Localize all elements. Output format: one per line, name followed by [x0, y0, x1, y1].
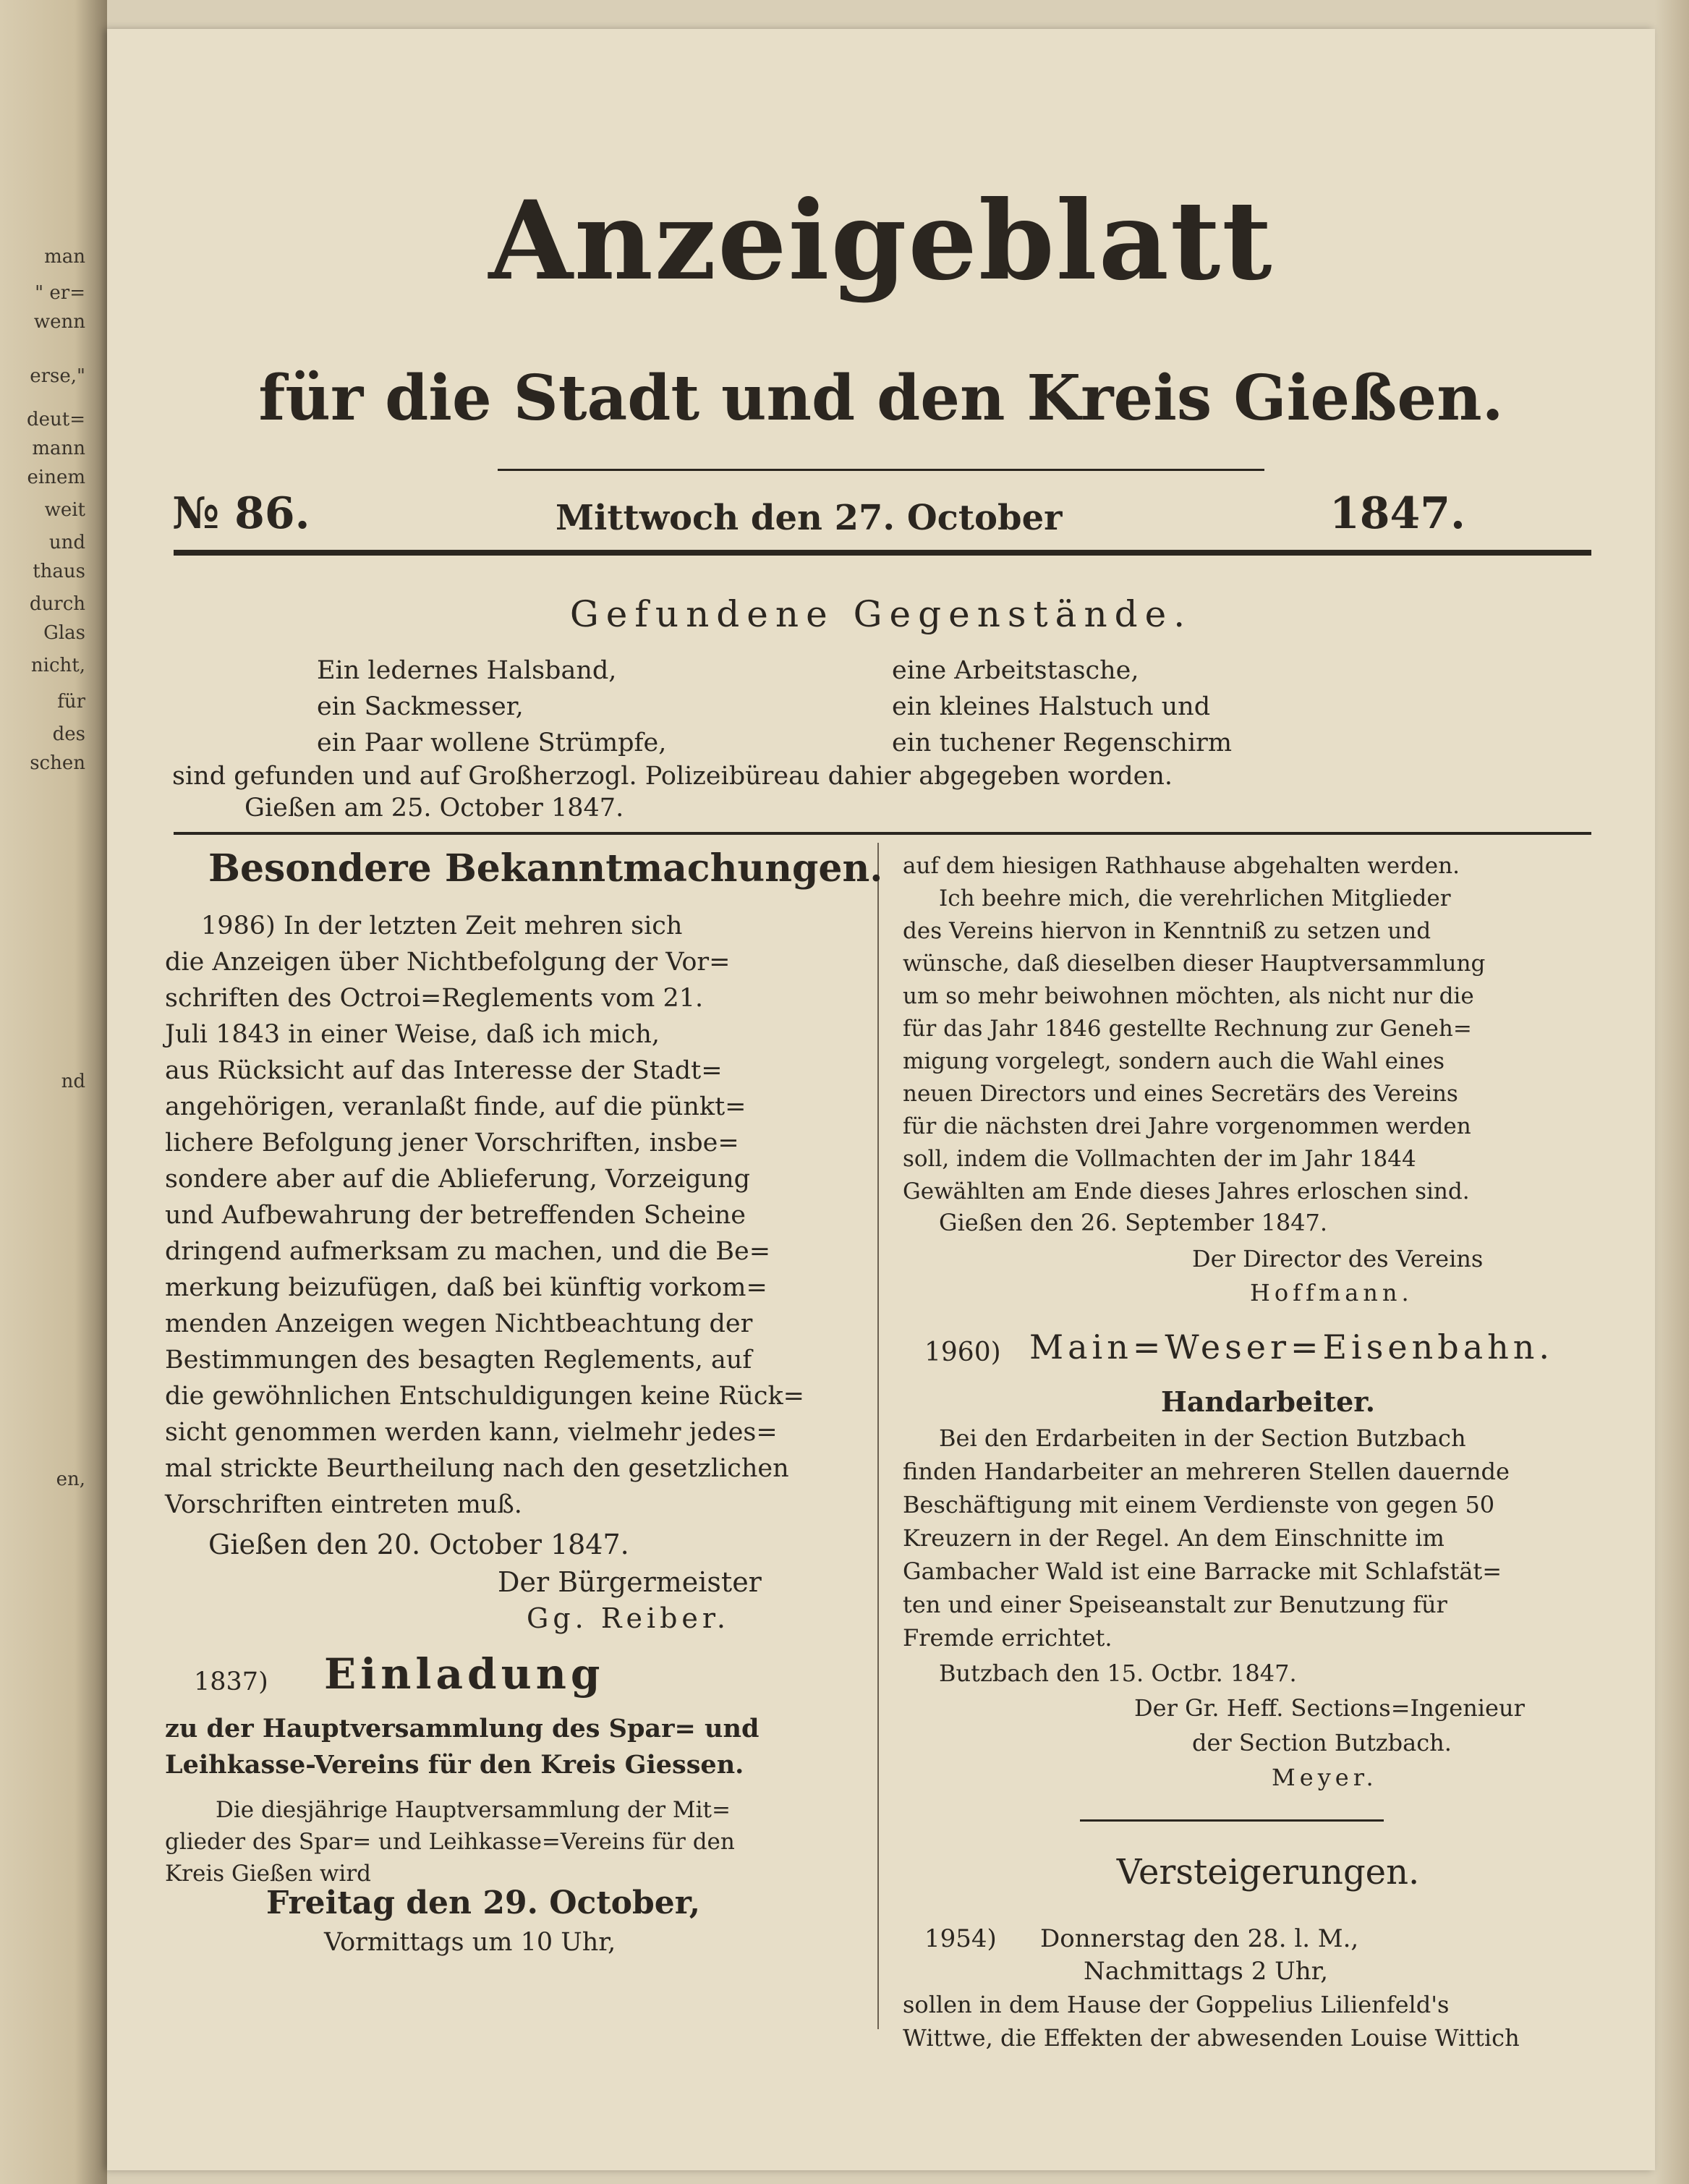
found-item: eine Arbeitstasche,: [892, 656, 1139, 685]
notice-line: ten und einer Speiseanstalt zur Benutzung für: [903, 1591, 1447, 1618]
found-item: ein Sackmesser,: [317, 692, 524, 721]
notice-line: glieder des Spar= und Leihkasse=Vereins für den: [165, 1829, 735, 1855]
found-items-heading: Gefundene Gegenstände.: [569, 593, 1193, 635]
masthead-title: Anzeigeblatt: [488, 177, 1274, 305]
notice-line: Beschäftigung mit einem Verdienste von gegen 50: [903, 1491, 1495, 1518]
column-divider: [877, 843, 879, 2029]
masthead-divider: [498, 469, 1264, 471]
notice-line: dringend aufmerksam zu machen, und die Be=: [165, 1237, 771, 1266]
notice-line: soll, indem die Vollmachten der im Jahr 1844: [903, 1146, 1416, 1172]
found-item: ein Paar wollene Strümpfe,: [317, 728, 667, 757]
adjacent-page-edge: [0, 0, 107, 2184]
gutter-word: und: [48, 532, 85, 553]
auction-text: [903, 1988, 1597, 2055]
notice-line: Bestimmungen des besagten Reglements, auf: [165, 1346, 752, 1374]
notice-line: finden Handarbeiter an mehreren Stellen dauernde: [903, 1458, 1510, 1485]
notice-1837-signer-title: Der Director des Vereins: [1192, 1245, 1484, 1272]
notice-line: Kreis Gießen wird: [165, 1861, 372, 1887]
notice-line: mal strickte Beurtheilung nach den gesetzlichen: [165, 1454, 789, 1483]
notice-1837-subtitle: Leihkasse-Vereins für den Kreis Giessen.: [165, 1750, 744, 1780]
gutter-word: man: [44, 246, 85, 268]
gutter-word: deut=: [26, 409, 85, 430]
found-item: ein tuchener Regenschirm: [892, 728, 1233, 757]
notice-1837-day: Freitag den 29. October,: [266, 1885, 701, 1921]
issue-year: 1847.: [1329, 488, 1465, 539]
section-rule: [174, 832, 1591, 835]
notice-line: die Anzeigen über Nichtbefolgung der Vor=: [165, 948, 731, 977]
notice-line: des Vereins hiervon in Kenntniß zu setzen und: [903, 918, 1431, 944]
gutter-word: en,: [56, 1469, 85, 1490]
gutter-word: mann: [32, 438, 85, 459]
gutter-word: nd: [61, 1071, 85, 1092]
notice-line: aus Rücksicht auf das Interesse der Stadt=: [165, 1056, 723, 1085]
notice-line: auf dem hiesigen Rathhause abgehalten werden.: [903, 853, 1460, 879]
gutter-word: nicht,: [30, 655, 85, 676]
issue-date: Mittwoch den 27. October: [556, 498, 1063, 538]
notice-1837-continuation: [903, 850, 1597, 1208]
notice-line: für die nächsten drei Jahre vorgenommen werden: [903, 1113, 1471, 1139]
notice-line: sicht genommen werden kann, vielmehr jedes=: [165, 1418, 778, 1447]
notice-1960-title: Main=Weser=Eisenbahn.: [1029, 1327, 1554, 1367]
notice-1837-date: Gießen den 26. September 1847.: [939, 1209, 1328, 1236]
notice-line: sondere aber auf die Ablieferung, Vorzeigung: [165, 1165, 751, 1194]
auction-number: 1954): [924, 1924, 997, 1953]
found-items-date: Gießen am 25. October 1847.: [244, 794, 624, 823]
auction-heading: Versteigerungen.: [1116, 1852, 1420, 1892]
notice-line: menden Anzeigen wegen Nichtbeachtung der: [165, 1309, 753, 1338]
notice-line: angehörigen, veranlaßt finde, auf die pünkt=: [165, 1092, 746, 1121]
notice-1960-text: [903, 1422, 1597, 1654]
notice-1960-signer-name: Meyer.: [1272, 1764, 1378, 1791]
auction-divider: [1080, 1819, 1384, 1822]
notice-line: lichere Befolgung jener Vorschriften, insbe=: [165, 1129, 739, 1157]
notice-1837-number: 1837): [194, 1667, 268, 1696]
notice-1960-subtitle: Handarbeiter.: [1160, 1385, 1376, 1418]
notice-1986: [165, 908, 859, 1523]
gutter-word: schen: [30, 752, 85, 774]
notice-1837-time: Vormittags um 10 Uhr,: [324, 1928, 616, 1957]
left-section-heading: Besondere Bekanntmachungen.: [208, 846, 883, 891]
gutter-word: erse,": [30, 365, 85, 387]
found-items-statement: sind gefunden und auf Großherzogl. Polizeibüreau dahier abgegeben worden.: [172, 762, 1173, 791]
masthead-subtitle: für die Stadt und den Kreis Gießen.: [258, 362, 1504, 435]
notice-line: 1986) In der letzten Zeit mehren sich: [201, 912, 683, 940]
notice-1986-signer-name: Gg. Reiber.: [527, 1602, 730, 1634]
notice-line: Kreuzern in der Regel. An dem Einschnitte im: [903, 1524, 1445, 1552]
gutter-word: des: [52, 723, 85, 745]
notice-line: neuen Directors und eines Secretärs des Vereins: [903, 1081, 1458, 1107]
notice-line: die gewöhnlichen Entschuldigungen keine Rück=: [165, 1382, 804, 1411]
notice-1837-title: Einladung: [324, 1649, 605, 1699]
notice-line: sollen in dem Hause der Goppelius Lilienfeld's: [903, 1991, 1450, 2018]
issue-number: № 86.: [172, 488, 310, 539]
notice-line: Vorschriften eintreten muß.: [165, 1490, 522, 1519]
notice-line: für das Jahr 1846 gestellte Rechnung zur Geneh=: [903, 1016, 1472, 1042]
gutter-word: einem: [27, 467, 85, 488]
notice-line: um so mehr beiwohnen möchten, als nicht nur die: [903, 983, 1474, 1009]
notice-line: Juli 1843 in einer Weise, daß ich mich,: [165, 1020, 660, 1049]
notice-line: migung vorgelegt, sondern auch die Wahl eines: [903, 1048, 1445, 1074]
notice-line: schriften des Octroi=Reglements vom 21.: [165, 984, 704, 1013]
auction-day: Donnerstag den 28. l. M.,: [1040, 1924, 1359, 1953]
gutter-word: durch: [29, 593, 85, 615]
newspaper-page: [107, 29, 1655, 2170]
notice-1986-date: Gießen den 20. October 1847.: [208, 1529, 629, 1560]
masthead-thick-rule: [174, 550, 1591, 556]
book-edge-shadow: [1655, 0, 1689, 2184]
notice-line: Gewählten am Ende dieses Jahres erloschen sind.: [903, 1178, 1470, 1204]
notice-line: Bei den Erdarbeiten in der Section Butzbach: [939, 1424, 1466, 1452]
notice-line: Ich beehre mich, die verehrlichen Mitglieder: [939, 885, 1451, 912]
notice-line: Fremde errichtet.: [903, 1624, 1112, 1652]
notice-1960-number: 1960): [924, 1338, 1001, 1367]
notice-1986-signer-title: Der Bürgermeister: [498, 1566, 762, 1598]
found-item: ein kleines Halstuch und: [892, 692, 1211, 721]
gutter-word: Glas: [43, 622, 85, 644]
gutter-word: thaus: [33, 561, 85, 582]
found-item: Ein ledernes Halsband,: [317, 656, 617, 685]
gutter-word: für: [57, 691, 85, 713]
notice-1837-subtitle: zu der Hauptversammlung des Spar= und: [165, 1714, 760, 1743]
notice-line: wünsche, daß dieselben dieser Hauptversammlung: [903, 951, 1486, 977]
notice-1960-date: Butzbach den 15. Octbr. 1847.: [939, 1660, 1297, 1687]
notice-line: Gambacher Wald ist eine Barracke mit Schlafstät=: [903, 1558, 1502, 1585]
notice-1960-signer-title: Der Gr. Heff. Sections=Ingenieur: [1134, 1694, 1525, 1722]
gutter-word: weit: [44, 499, 85, 521]
notice-line: Die diesjährige Hauptversammlung der Mit=: [216, 1797, 731, 1823]
notice-line: und Aufbewahrung der betreffenden Scheine: [165, 1201, 746, 1230]
auction-time: Nachmittags 2 Uhr,: [1084, 1957, 1329, 1986]
notice-line: merkung beizufügen, daß bei künftig vorkom=: [165, 1273, 767, 1302]
notice-1960-signer-section: der Section Butzbach.: [1192, 1729, 1452, 1756]
notice-line: Wittwe, die Effekten der abwesenden Louise Wittich: [903, 2024, 1520, 2052]
gutter-word: " er=: [35, 282, 85, 304]
notice-1837-signer-name: Hoffmann.: [1250, 1279, 1413, 1306]
gutter-word: wenn: [33, 311, 85, 333]
